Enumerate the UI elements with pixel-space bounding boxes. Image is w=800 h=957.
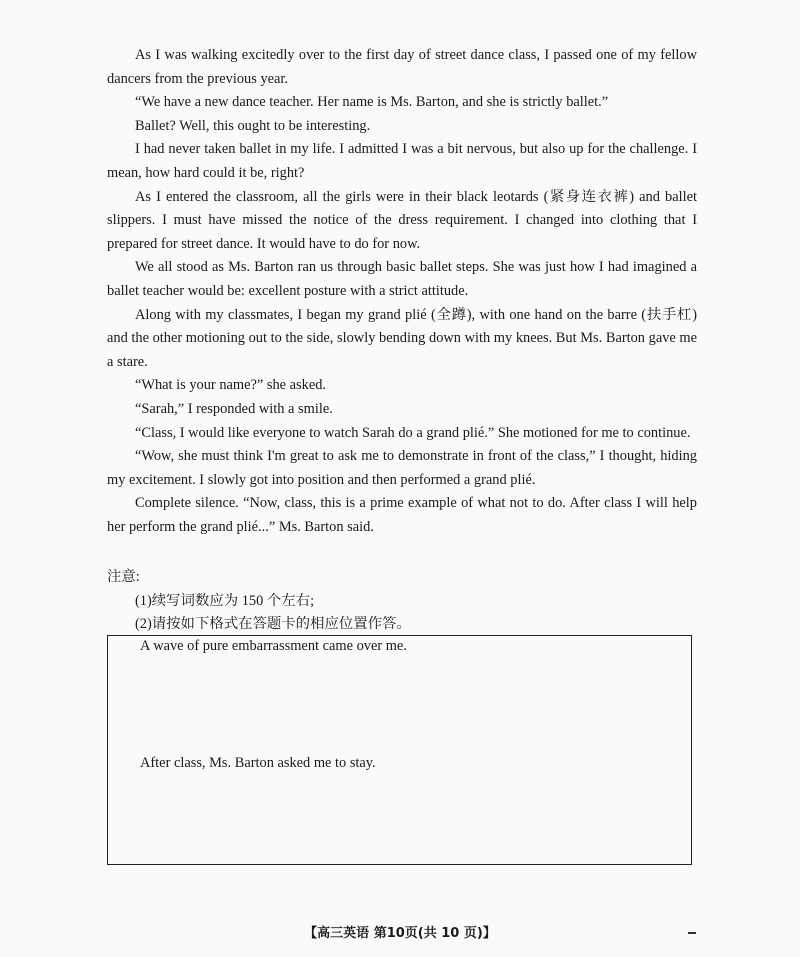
paragraph-prompt-2: After class, Ms. Barton asked me to stay. xyxy=(140,755,376,771)
passage-paragraph: “Wow, she must think I'm great to ask me to demonstrate in front of the class,” I thought, hiding my excitement. I slowly got into position and then performed a grand plié. xyxy=(107,448,697,488)
corner-mark xyxy=(688,932,696,934)
passage-paragraph: “What is your name?” she asked. xyxy=(135,377,326,394)
passage-paragraph: Complete silence. “Now, class, this is a prime example of what not to do. After class I will help her perform the grand plié...” Ms. Barton said. xyxy=(107,495,697,535)
paragraph-prompt-1: A wave of pure embarrassment came over me. xyxy=(140,638,407,654)
story-passage xyxy=(107,44,697,539)
passage-paragraph: I had never taken ballet in my life. I admitted I was a bit nervous, but also up for the challenge. I mean, how hard could it be, right? xyxy=(107,141,697,181)
passage-paragraph: “Class, I would like everyone to watch Sarah do a grand plié.” She motioned for me to continue. xyxy=(135,424,691,441)
passage-paragraph: Along with my classmates, I began my grand plié (全蹲), with one hand on the barre (扶手杠) and the other motioning out to the side, slowly bending down with my knees. But Ms. Barton gave me a stare. xyxy=(107,306,697,370)
instructions-heading: 注意: xyxy=(107,569,140,585)
passage-paragraph: Ballet? Well, this ought to be interesting. xyxy=(135,117,371,134)
instruction-item: (2)请按如下格式在答题卡的相应位置作答。 xyxy=(135,616,411,633)
passage-paragraph: “Sarah,” I responded with a smile. xyxy=(135,400,333,417)
passage-paragraph: We all stood as Ms. Barton ran us through basic ballet steps. She was just how I had imagined a ballet teacher would be: excellent posture with a strict attitude. xyxy=(107,259,697,299)
page-footer: 【高三英语 第10页(共 10 页)】 xyxy=(304,926,496,941)
passage-paragraph: “We have a new dance teacher. Her name is Ms. Barton, and she is strictly ballet.” xyxy=(135,94,609,111)
passage-paragraph: As I was walking excitedly over to the first day of street dance class, I passed one of my fellow dancers from the previous year. xyxy=(107,47,697,87)
answer-box[interactable] xyxy=(107,635,692,865)
passage-paragraph: As I entered the classroom, all the girls were in their black leotards (紧身连衣裤) and ballet slippers. I must have missed the notice of the dress requirement. I changed into clothing that I prepared for street dance. It would have to do for now. xyxy=(107,188,697,252)
instructions xyxy=(107,566,697,637)
instruction-item: (1)续写词数应为 150 个左右; xyxy=(135,592,315,609)
